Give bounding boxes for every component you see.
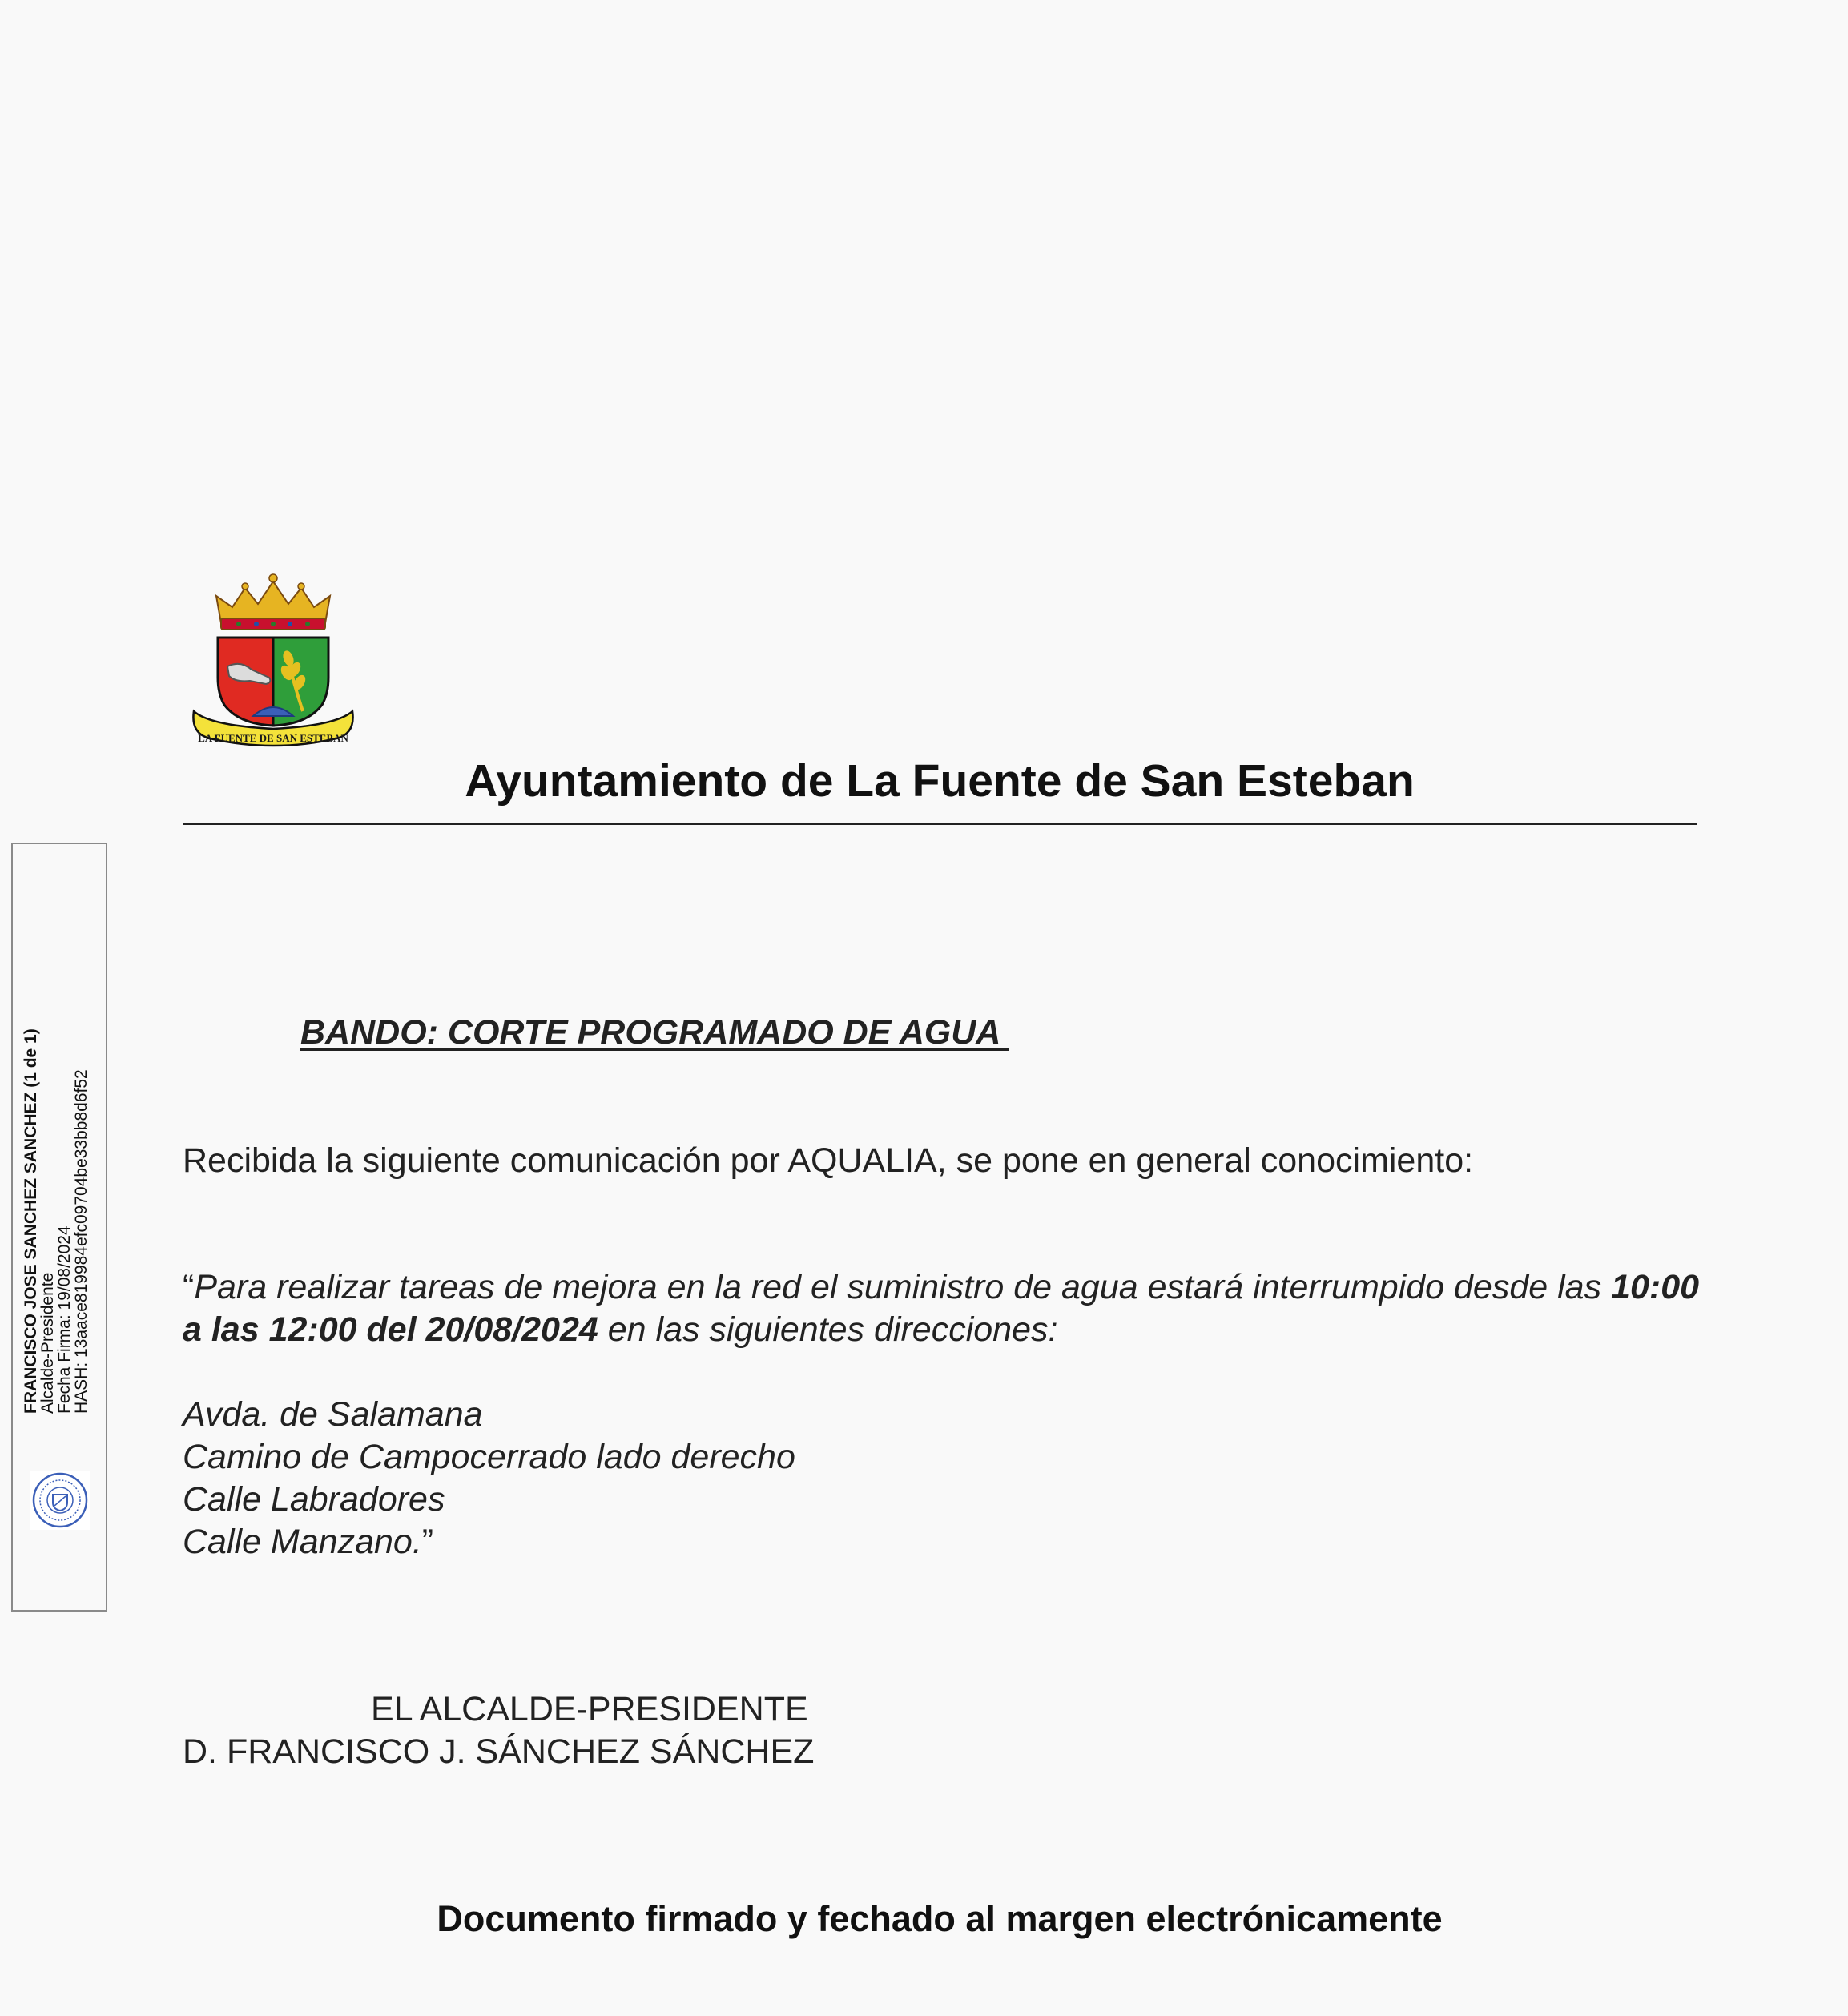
coat-of-arms-logo (183, 570, 364, 753)
signature-stamp-text (22, 1028, 91, 1414)
quote-close-mark: ” (421, 1523, 434, 1561)
shield-icon (218, 638, 328, 726)
organization-title: Ayuntamiento de La Fuente de San Esteban (465, 755, 1415, 807)
notice-quote (183, 1266, 1705, 1351)
mayor-name: D. FRANCISCO J. SÁNCHEZ SÁNCHEZ (183, 1732, 815, 1771)
quote-tail-text: en las siguientes direcciones: (598, 1310, 1058, 1349)
header-divider (183, 823, 1697, 825)
address-item: Calle Labradores (183, 1480, 445, 1519)
address-item: Avda. de Salamana (183, 1395, 483, 1434)
address-item-last (183, 1521, 795, 1563)
signature-hash-line: HASH: 13aace819984efc09704be33bb8d6f52 (72, 1069, 91, 1414)
coat-of-arms-motto-text: LA FUENTE DE SAN ESTEBAN (198, 732, 348, 744)
municipal-seal-icon (30, 1471, 90, 1530)
notice-title: BANDO: CORTE PROGRAMADO DE AGUA (300, 1013, 1009, 1052)
mayor-title: EL ALCALDE-PRESIDENTE (371, 1690, 808, 1728)
address-item-text: Calle Manzano. (183, 1523, 422, 1561)
quote-lead-text: Para realizar tareas de mejora en la red el suministro de agua estará interrumpido desde las (194, 1268, 1612, 1306)
signature-date-line: Fecha Firma: 19/08/2024 (55, 1225, 74, 1414)
crown-icon (216, 574, 330, 630)
outage-schedule: 10:00 a las 12:00 del 20/08/2024 (183, 1268, 1700, 1349)
address-item: Camino de Campocerrado lado derecho (183, 1438, 795, 1476)
signature-role-line: Alcalde-Presidente (38, 1272, 57, 1414)
signature-signer-line: FRANCISCO JOSE SANCHEZ SANCHEZ (1 de 1) (22, 1028, 40, 1414)
footer-signed-note: Documento firmado y fechado al margen electrónicamente (437, 1898, 1443, 1939)
notice-intro: Recibida la siguiente comunicación por AQUALIA, se pone en general conocimiento: (183, 1141, 1474, 1180)
affected-addresses (183, 1394, 795, 1563)
quote-open-mark: “ (183, 1268, 195, 1306)
electronic-signature-box (11, 843, 107, 1612)
